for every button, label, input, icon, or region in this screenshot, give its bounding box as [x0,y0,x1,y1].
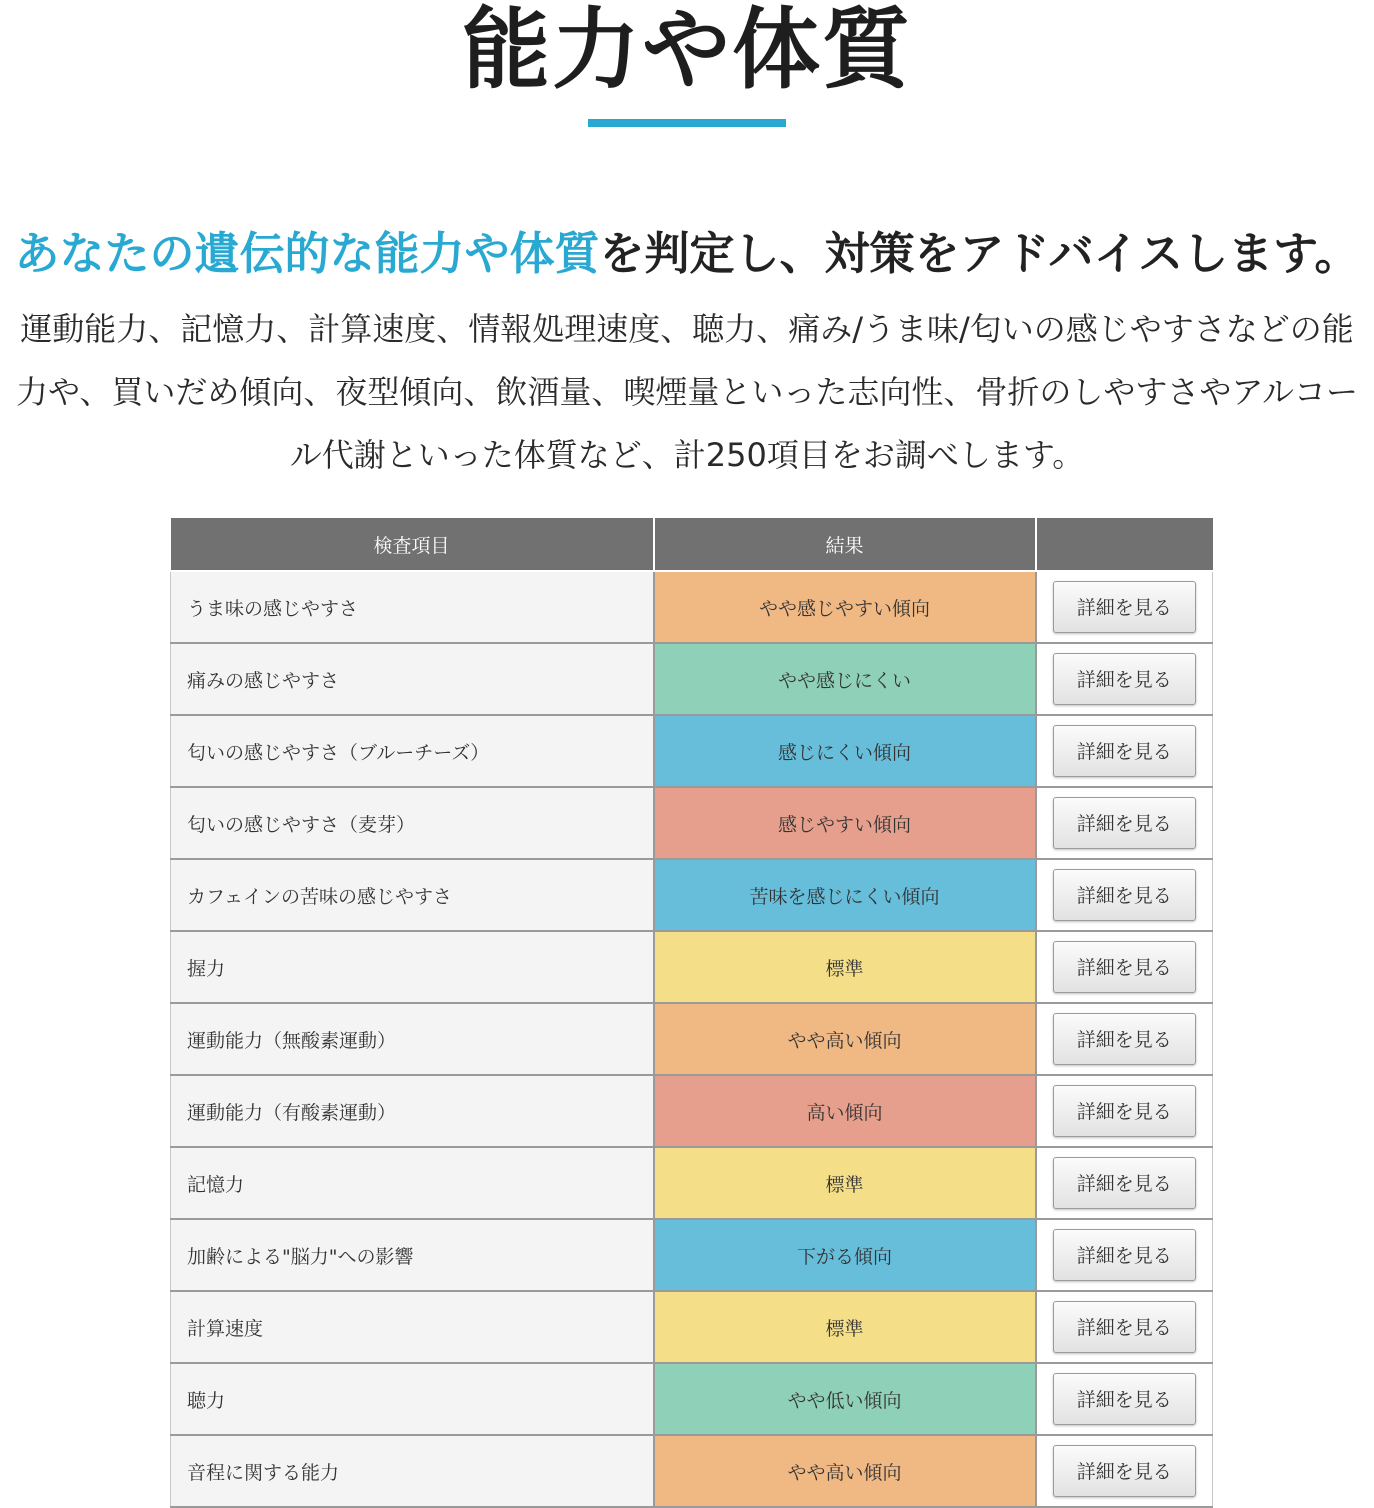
action-cell [1036,1075,1213,1147]
table-row [171,1075,1213,1147]
table-row [171,571,1213,643]
action-cell [1036,1219,1213,1291]
result-cell: 苦味を感じにくい傾向 [654,859,1036,931]
view-details-button[interactable]: 詳細を見る [1053,941,1196,993]
result-cell: 感じにくい傾向 [654,715,1036,787]
view-details-button[interactable]: 詳細を見る [1053,1085,1196,1137]
table-row [171,715,1213,787]
result-cell: やや低い傾向 [654,1363,1036,1435]
result-cell: やや感じにくい [654,643,1036,715]
table-row [171,1147,1213,1219]
header-result: 結果 [654,518,1036,571]
result-cell: 標準 [654,1147,1036,1219]
view-details-button[interactable]: 詳細を見る [1053,653,1196,705]
action-cell [1036,1291,1213,1363]
result-cell: 感じやすい傾向 [654,787,1036,859]
result-cell: 標準 [654,931,1036,1003]
item-cell: 運動能力（有酸素運動） [171,1075,654,1147]
view-details-button[interactable]: 詳細を見る [1053,581,1196,633]
view-details-button[interactable]: 詳細を見る [1053,869,1196,921]
table-body [171,571,1213,1507]
action-cell [1036,715,1213,787]
item-cell: 加齢による"脳力"への影響 [171,1219,654,1291]
item-cell: 記憶力 [171,1147,654,1219]
table-row [171,787,1213,859]
table-row [171,931,1213,1003]
view-details-button[interactable]: 詳細を見る [1053,797,1196,849]
item-cell: 匂いの感じやすさ（ブルーチーズ） [171,715,654,787]
view-details-button[interactable]: 詳細を見る [1053,1157,1196,1209]
item-cell: 匂いの感じやすさ（麦芽） [171,787,654,859]
item-cell: 音程に関する能力 [171,1435,654,1507]
header-action [1036,518,1213,571]
view-details-button[interactable]: 詳細を見る [1053,1301,1196,1353]
result-cell: 標準 [654,1291,1036,1363]
item-cell: カフェインの苦味の感じやすさ [171,859,654,931]
result-cell: 高い傾向 [654,1075,1036,1147]
view-details-button[interactable]: 詳細を見る [1053,725,1196,777]
action-cell [1036,1147,1213,1219]
item-cell: 計算速度 [171,1291,654,1363]
result-cell: やや高い傾向 [654,1435,1036,1507]
action-cell [1036,643,1213,715]
view-details-button[interactable]: 詳細を見る [1053,1013,1196,1065]
item-cell: 運動能力（無酸素運動） [171,1003,654,1075]
action-cell [1036,571,1213,643]
item-cell: 聴力 [171,1363,654,1435]
view-details-button[interactable]: 詳細を見る [1053,1445,1196,1497]
description [0,298,1374,487]
page-title: 能力や体質 [461,0,912,101]
action-cell [1036,1435,1213,1507]
action-cell [1036,1363,1213,1435]
view-details-button[interactable]: 詳細を見る [1053,1373,1196,1425]
action-cell [1036,931,1213,1003]
description-line: 力や、買いだめ傾向、夜型傾向、飲酒量、喫煙量といった志向性、骨折のしやすさやアルコー [15,373,1359,411]
result-cell: やや感じやすい傾向 [654,571,1036,643]
action-cell [1036,859,1213,931]
table-row [171,1291,1213,1363]
table-row [171,859,1213,931]
table-header-row [171,518,1213,571]
description-line: 運動能力、記憶力、計算速度、情報処理速度、聴力、痛み/うま味/匂いの感じやすさなどの能 [20,310,1354,348]
description-line: ル代謝といった体質など、計250項目をお調べします。 [289,436,1085,474]
item-cell: うま味の感じやすさ [171,571,654,643]
results-table [170,518,1213,1508]
headline-accent: あなたの遺伝的な能力や体質 [14,227,600,280]
table-row [171,1363,1213,1435]
action-cell [1036,1003,1213,1075]
item-cell: 握力 [171,931,654,1003]
view-details-button[interactable]: 詳細を見る [1053,1229,1196,1281]
result-cell: 下がる傾向 [654,1219,1036,1291]
table-row [171,643,1213,715]
table-row [171,1435,1213,1507]
result-cell: やや高い傾向 [654,1003,1036,1075]
header-item: 検査項目 [171,518,654,571]
item-cell: 痛みの感じやすさ [171,643,654,715]
table-row [171,1003,1213,1075]
headline [0,222,1374,286]
action-cell [1036,787,1213,859]
headline-rest: を判定し、対策をアドバイスします。 [599,227,1360,280]
table-row [171,1219,1213,1291]
title-underline [588,119,786,127]
